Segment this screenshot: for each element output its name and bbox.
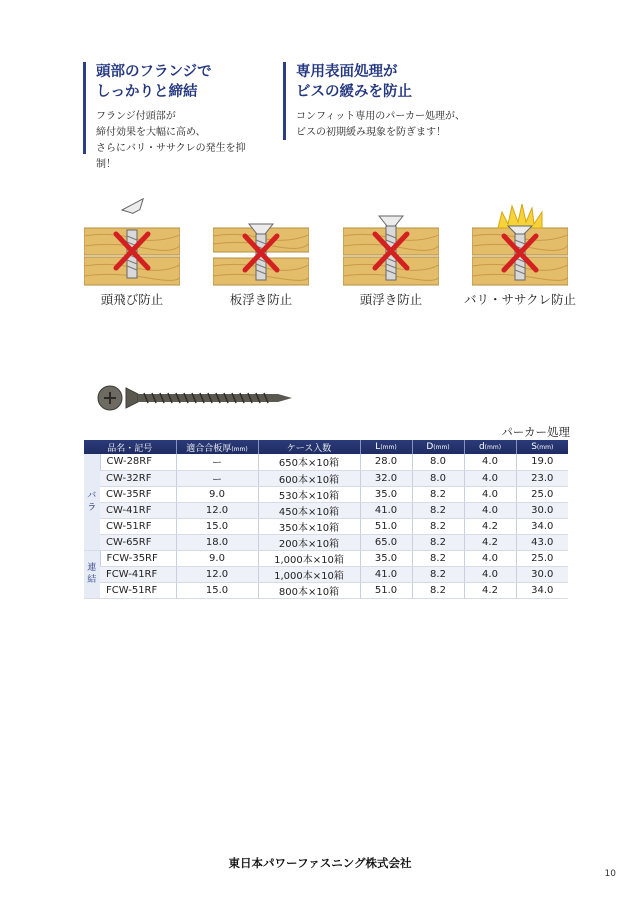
- table-row: CW-65RF 18.0 200本×10箱 65.0 8.2 4.2 43.0: [84, 534, 568, 550]
- table-row: 連 結 FCW-35RF 9.0 1,000本×10箱 35.0 8.2 4.0 25.0: [84, 550, 568, 566]
- spec-table: [84, 440, 568, 599]
- flange-screw-icon: [472, 198, 568, 294]
- feature-flange: [83, 62, 263, 170]
- feature-heading: 頭部のフランジで しっかりと締結: [96, 64, 212, 100]
- table-caption: パーカー処理: [501, 425, 570, 439]
- illustration-burr: [472, 198, 568, 294]
- table-row: CW-51RF 15.0 350本×10箱 51.0 8.2 4.2 34.0: [84, 518, 568, 534]
- page-number: 10: [604, 869, 616, 879]
- company-name: 東日本パワーファスニング株式会社: [228, 856, 412, 870]
- feature-heading: 専用表面処理が ビスの緩みを防止: [296, 64, 412, 100]
- group-label-loose: バ ラ: [84, 454, 100, 550]
- feature-description: フランジ付頭部が 締付効果を大幅に高め、 さらにバリ・ササクレの発生を抑制！: [96, 111, 246, 170]
- header-case: ケース入数: [258, 440, 360, 454]
- screw-product-icon: [96, 380, 296, 416]
- header-D: D(mm): [412, 440, 464, 454]
- illustration-label: バリ・ササクレ防止: [463, 292, 576, 307]
- flange-screw-icon: [213, 198, 309, 294]
- header-d: d(mm): [464, 440, 516, 454]
- illustration-label: 頭浮き防止: [359, 292, 423, 307]
- table-row: CW-32RF ー 600本×10箱 32.0 8.0 4.0 23.0: [84, 470, 568, 486]
- illustration-board-lift: [213, 198, 309, 294]
- table-row: FCW-41RF 12.0 1,000本×10箱 41.0 8.2 4.0 30.0: [84, 566, 568, 582]
- group-label-collated: 連 結: [84, 550, 100, 598]
- table-row: CW-35RF 9.0 530本×10箱 35.0 8.2 4.0 25.0: [84, 486, 568, 502]
- header-S: S(mm): [516, 440, 568, 454]
- table-row: CW-41RF 12.0 450本×10箱 41.0 8.2 4.0 30.0: [84, 502, 568, 518]
- feature-description: コンフィット専用のパーカー処理が、 ビスの初期緩み現象を防ぎます！: [296, 111, 465, 138]
- table-row: FCW-51RF 15.0 800本×10箱 51.0 8.2 4.2 34.0: [84, 582, 568, 598]
- header-name: 品名・記号: [84, 440, 176, 454]
- product-screw-image: [96, 380, 296, 416]
- illustration-label: 板浮き防止: [229, 292, 293, 307]
- illustration-head-popoff: [84, 198, 180, 294]
- header-L: L(mm): [360, 440, 412, 454]
- table-row: バ ラ CW-28RF ー 650本×10箱 28.0 8.0 4.0 19.0: [84, 454, 568, 470]
- illustration-head-lift: [343, 198, 439, 294]
- flange-screw-icon: [84, 198, 180, 294]
- header-thickness: 適合合板厚(mm): [176, 440, 258, 454]
- flange-screw-icon: [343, 198, 439, 294]
- feature-surface-treatment: [283, 62, 483, 140]
- table-header-row: [84, 440, 568, 454]
- illustration-label: 頭飛び防止: [100, 292, 164, 307]
